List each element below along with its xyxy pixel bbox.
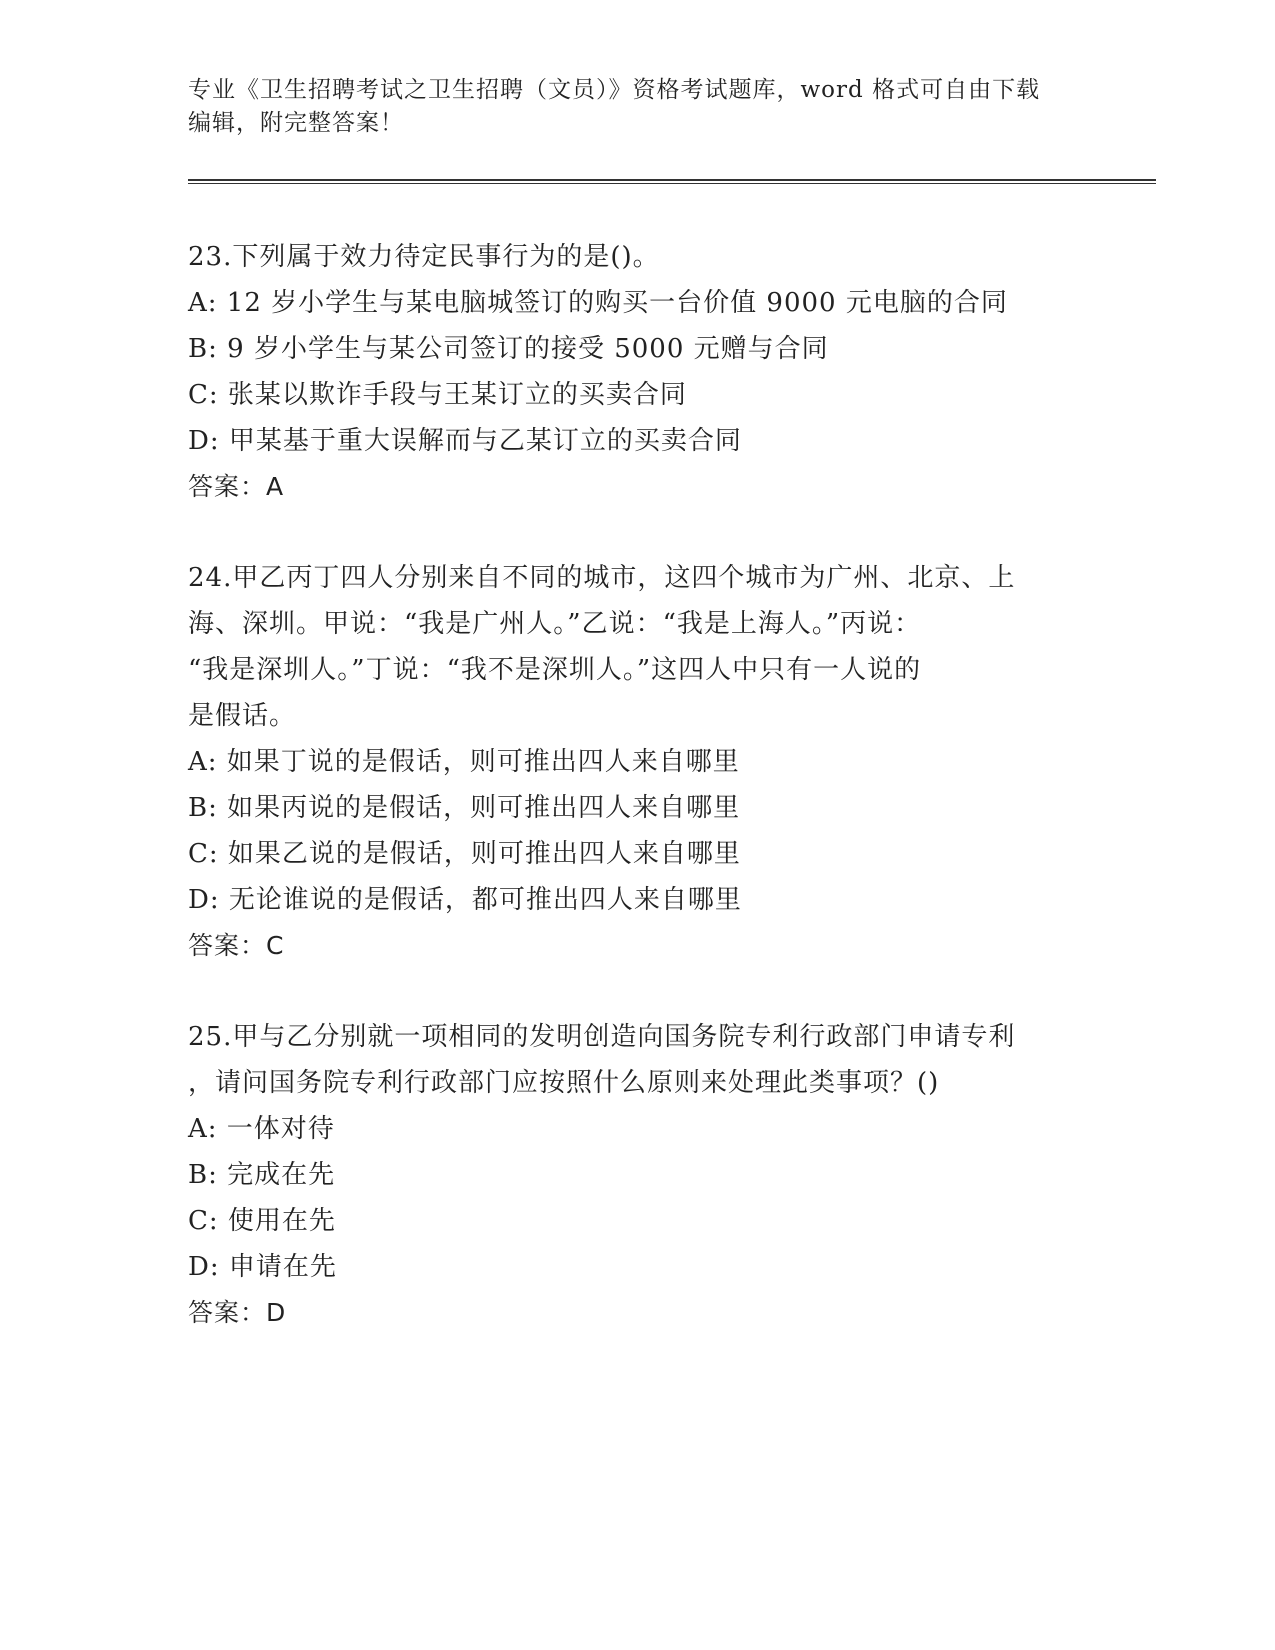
question-stem: 25.甲与乙分别就一项相同的发明创造向国务院专利行政部门申请专利 [188, 1022, 1016, 1052]
option-d: D: 无论谁说的是假话，都可推出四人来自哪里 [188, 885, 742, 915]
question-stem: “我是深圳人。”丁说：“我不是深圳人。”这四人中只有一人说的 [188, 655, 922, 685]
header-divider [188, 179, 1156, 184]
option-c: C: 张某以欺诈手段与王某订立的买卖合同 [188, 380, 687, 410]
question-25 [188, 1014, 1088, 1336]
header-line-1: 专业《卫生招聘考试之卫生招聘（文员）》资格考试题库，word 格式可自由下载 [188, 77, 1041, 103]
question-23 [188, 234, 1088, 510]
question-stem: 海、深圳。甲说：“我是广州人。”乙说：“我是上海人。”丙说： [188, 609, 922, 639]
document-header [188, 74, 1088, 140]
question-list [188, 234, 1088, 1336]
question-stem: 是假话。 [188, 701, 297, 731]
question-gap [188, 969, 1088, 1014]
option-c: C: 如果乙说的是假话，则可推出四人来自哪里 [188, 839, 741, 869]
option-c: C: 使用在先 [188, 1206, 336, 1236]
question-24 [188, 555, 1088, 969]
header-line-2: 编辑，附完整答案！ [188, 110, 404, 136]
answer: 答案：A [188, 472, 285, 501]
option-a: A: 一体对待 [188, 1114, 335, 1144]
option-a: A: 12 岁小学生与某电脑城签订的购买一台价值 9000 元电脑的合同 [188, 288, 1008, 318]
option-b: B: 完成在先 [188, 1160, 336, 1190]
question-stem: 24.甲乙丙丁四人分别来自不同的城市，这四个城市为广州、北京、上 [188, 563, 1016, 593]
option-d: D: 甲某基于重大误解而与乙某订立的买卖合同 [188, 426, 742, 456]
option-d: D: 申请在先 [188, 1252, 337, 1282]
answer: 答案：C [188, 931, 285, 960]
answer: 答案：D [188, 1298, 287, 1327]
question-stem: ，请问国务院专利行政部门应按照什么原则来处理此类事项？() [188, 1068, 940, 1098]
option-b: B: 9 岁小学生与某公司签订的接受 5000 元赠与合同 [188, 334, 829, 364]
option-b: B: 如果丙说的是假话，则可推出四人来自哪里 [188, 793, 741, 823]
option-a: A: 如果丁说的是假话，则可推出四人来自哪里 [188, 747, 740, 777]
question-gap [188, 510, 1088, 555]
question-stem: 23.下列属于效力待定民事行为的是()。 [188, 242, 660, 272]
